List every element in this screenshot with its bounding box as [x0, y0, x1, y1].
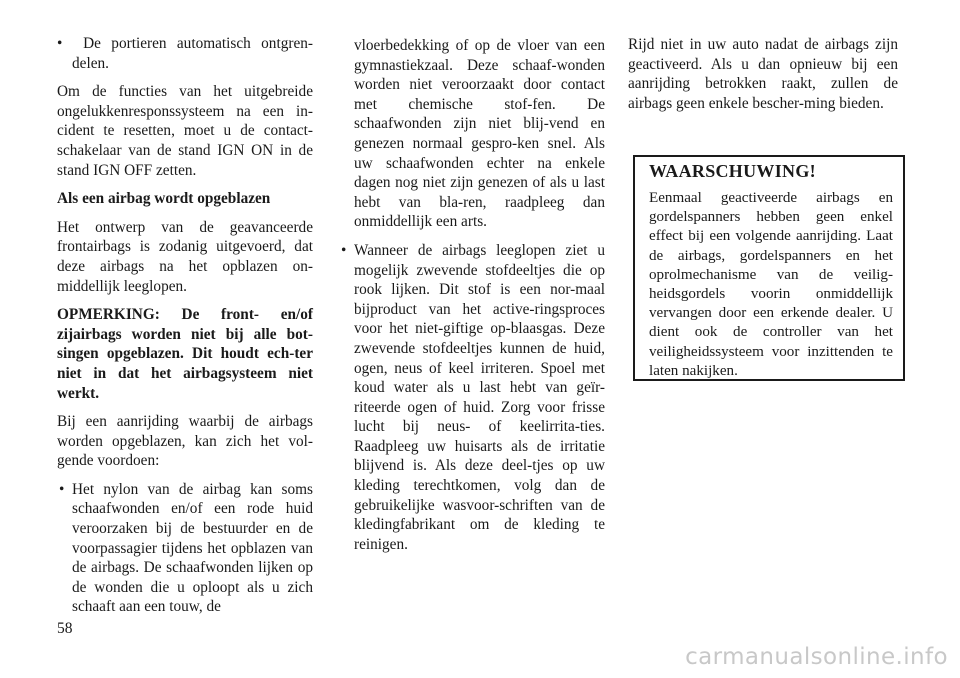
note-paragraph: OPMERKING: De front- en/of zijairbags worden niet bij alle bot-singen opgeblazen. Dit houdt ech-ter niet in dat het airbagsysteem niet werkt. [57, 306, 313, 402]
section-heading: Als een airbag wordt opgeblazen [57, 190, 271, 208]
page-number: 58 [57, 620, 73, 637]
bullet-nylon-continued: vloerbedekking of op de vloer van een gymnastiekzaal. Deze schaaf-wonden worden niet veroorzaakt door contact met chemische stof-fen. De schaafwonden zijn niet blij-vend en genezen normaal gespro-ken snel. Als uw schaafwonden echter na enkele dagen nog niet zijn genezen of als u last hebt van bla-ren, raadpleeg dan onmiddellijk een arts. [354, 37, 605, 231]
bullet-dust: • Wanneer de airbags leeglopen ziet u mogelijk zwevende stofdeeltjes die op rook lijken. Dit stof is een nor-maal bijproduct van het active-ringsproces voor het niet-giftige op-blaasgas. Deze zwevende stofdeeltjes kunnen de huid, ogen, neus of keel irriteren. Spoel met koud water als u last hebt van geïr-riteerde ogen of huid. Zorg voor frisse lucht bij neus- of keelirrita-ties. Raadpleeg uw huisarts als de irritatie blijvend is. Als deze deel-tjes op uw kleding terechtkomen, volg dan de gebruikelijke wasvoor-schriften van de kledingfabrikant om de kleding te reinigen. [339, 241, 605, 555]
column-middle [339, 36, 605, 563]
paragraph-design: Het ontwerp van de geavanceerde frontairbags is zodanig uitgevoerd, dat deze airbags na het opblazen on-middellijk leeglopen. [57, 218, 313, 295]
column-left [57, 34, 313, 626]
column-right [628, 35, 898, 122]
paragraph-reset: Om de functies van het uitgebreide ongelukkenresponssysteem na een in-cident te resetten, moet u de contact-schakelaar van de stand IGN ON in de stand IGN OFF zetten. [57, 83, 313, 179]
warning-body: Eenmaal geactiveerde airbags en gordelspanners hebben geen enkel effect bij een volgende aanrijding. Laat de airbags, gordelspanners en het oprolmechanisme van de veilig-heidsgordels voorin onmiddellijk vervangen door een erkende dealer. U dient ook de controller van het veiligheidssysteem voor inzittenden te laten nakijken. [649, 190, 893, 379]
paragraph-collision: Bij een aanrijding waarbij de airbags worden opgeblazen, kan zich het vol-gende voordoen: [57, 413, 313, 470]
bullet-nylon: • Het nylon van de airbag kan soms schaafwonden en/of een rode huid veroorzaken bij de bestuurder en de voorpassagier tijdens het opblazen van de airbags. De schaafwonden lijken op de wonden die u oploopt als u zich schaaft aan een touw, de [57, 480, 313, 617]
warning-title: WAARSCHUWING! [649, 161, 816, 181]
warning-box [633, 155, 905, 381]
watermark: carmanualsonline.info [685, 644, 948, 670]
paragraph-drive: Rijd niet in uw auto nadat de airbags zijn geactiveerd. Als u dan opnieuw bij een aanrijding betrokken raakt, zullen de airbags geen enkele bescher-ming bieden. [628, 36, 898, 112]
bullet-doors-text: De portieren automatisch ontgren-delen. [72, 35, 313, 72]
bullet-marker: • [57, 35, 84, 52]
bullet-doors [57, 34, 313, 73]
